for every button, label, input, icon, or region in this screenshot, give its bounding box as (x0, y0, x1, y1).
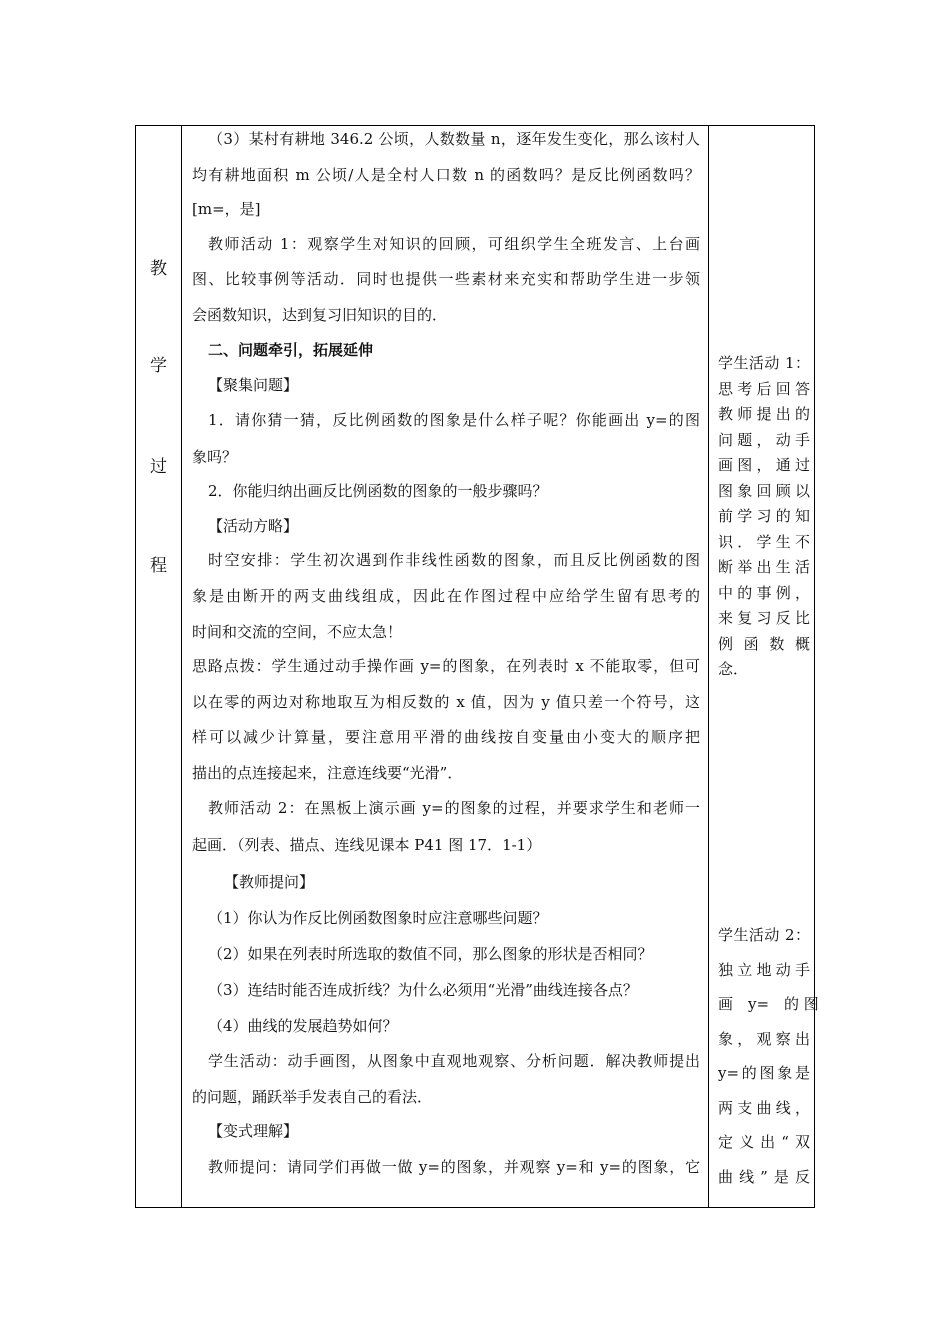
student-activity-1-line: 来复习反比 (718, 609, 810, 627)
paragraph-line: 2．你能归纳出画反比例函数的图象的一般步骤吗？ (208, 482, 548, 500)
paragraph-line: 时空安排：学生初次遇到作非线性函数的图象，而且反比例函数的图 (208, 551, 700, 569)
paragraph-line: （3）某村有耕地 346.2 公顷，人数数量 n，逐年发生变化，那么该村人 (208, 130, 700, 148)
student-activity-2-line: 曲线”是反 (718, 1167, 810, 1186)
student-activity-1-line: 例 函 数 概 (718, 634, 810, 653)
paragraph-line: 教师活动 2：在黑板上演示画 y=的图象的过程，并要求学生和老师一 (208, 799, 700, 817)
paragraph-line: 描出的点连接起来，注意连线要“光滑”． (192, 764, 463, 782)
student-activity-1-line: 思考后回答 (718, 379, 810, 398)
paragraph-line: 【变式理解】 (208, 1122, 299, 1140)
column-divider (181, 126, 182, 1207)
paragraph-line: 起画．（列表、描点、连线见课本 P41 图 17．1-1） (192, 836, 542, 854)
paragraph-line: （4）曲线的发展趋势如何？ (208, 1017, 398, 1035)
paragraph-line: 【活动方略】 (208, 517, 299, 535)
paragraph-line: 图、比较事例等活动．同时也提供一些素材来充实和帮助学生进一步领 (192, 270, 700, 288)
student-activity-2-line: 独立地动手 (718, 960, 810, 979)
paragraph-line: 【聚集问题】 (208, 376, 299, 394)
paragraph-line: 以在零的两边对称地取互为相反数的 x 值，因为 y 值只差一个符号，这 (192, 693, 700, 711)
paragraph-line: 二、问题牵引，拓展延伸 (208, 341, 374, 359)
student-activity-2-line: 学生活动 2： (718, 926, 810, 944)
student-activity-1-line: 识．学生不 (718, 532, 810, 551)
paragraph-line: （3）连结时能否连成折线？为什么必须用“光滑”曲线连接各点？ (208, 981, 638, 999)
side-label-char: 教 (150, 259, 167, 279)
student-activity-1-line: 念． (718, 660, 749, 678)
paragraph-line: 教师提问：请同学们再做一做 y=的图象，并观察 y=和 y=的图象，它 (208, 1158, 700, 1176)
side-label-char: 过 (150, 457, 167, 477)
lesson-table (135, 125, 819, 1208)
student-activity-1-line: 前学习的知 (718, 507, 810, 525)
paragraph-line: 【教师提问】 (224, 873, 315, 891)
student-activity-2-line: 画 y= 的 图 (718, 995, 819, 1013)
paragraph-line: （1）你认为作反比例函数图象时应注意哪些问题？ (208, 909, 548, 927)
paragraph-line: 学生活动：动手画图，从图象中直观地观察、分析问题．解决教师提出 (208, 1052, 700, 1070)
paragraph-line: 样可以减少计算量，要注意用平滑的曲线按自变量由小变大的顺序把 (192, 728, 700, 746)
student-activity-1-line: 中的事例， (718, 583, 810, 602)
student-activity-1-line: 断举出生活 (718, 558, 810, 576)
student-activity-2-line: 象，观察出 (718, 1029, 810, 1048)
side-label-char: 程 (150, 556, 167, 576)
paragraph-line: 的问题，踊跃举手发表自己的看法． (192, 1088, 433, 1106)
paragraph-line: （2）如果在列表时所选取的数值不同，那么图象的形状是否相同？ (208, 945, 653, 963)
paragraph-line: 思路点拨：学生通过动手操作画 y=的图象，在列表时 x 不能取零，但可 (192, 657, 700, 675)
student-activity-2-line: 定义出“双 (718, 1133, 810, 1151)
student-activity-1-line: 学生活动 1： (718, 354, 810, 372)
paragraph-line: 象吗？ (192, 448, 238, 466)
paragraph-line: [m=，是] (192, 200, 261, 218)
paragraph-line: 均有耕地面积 m 公顷/人是全村人口数 n 的函数吗？是反比例函数吗？ (192, 166, 700, 184)
column-divider (708, 126, 709, 1207)
student-activity-1-line: 教师提出的 (718, 405, 810, 423)
paragraph-line: 教师活动 1：观察学生对知识的回顾，可组织学生全班发言、上台画 (208, 235, 700, 253)
paragraph-line: 1．请你猜一猜，反比例函数的图象是什么样子呢？你能画出 y=的图 (208, 411, 700, 429)
paragraph-line: 会函数知识，达到复习旧知识的目的． (192, 306, 448, 324)
student-activity-1-line: 问题，动手 (718, 430, 810, 449)
student-activity-1-line: 画图，通过 (718, 456, 810, 474)
student-activity-2-line: 两支曲线， (718, 1098, 810, 1117)
paragraph-line: 时间和交流的空间，不应太急！ (192, 623, 403, 641)
side-label-char: 学 (150, 356, 167, 376)
student-activity-1-line: 图象回顾以 (718, 481, 810, 500)
student-activity-2-line: y=的图象是 (718, 1064, 810, 1082)
paragraph-line: 象是由断开的两支曲线组成，因此在作图过程中应给学生留有思考的 (192, 587, 700, 605)
